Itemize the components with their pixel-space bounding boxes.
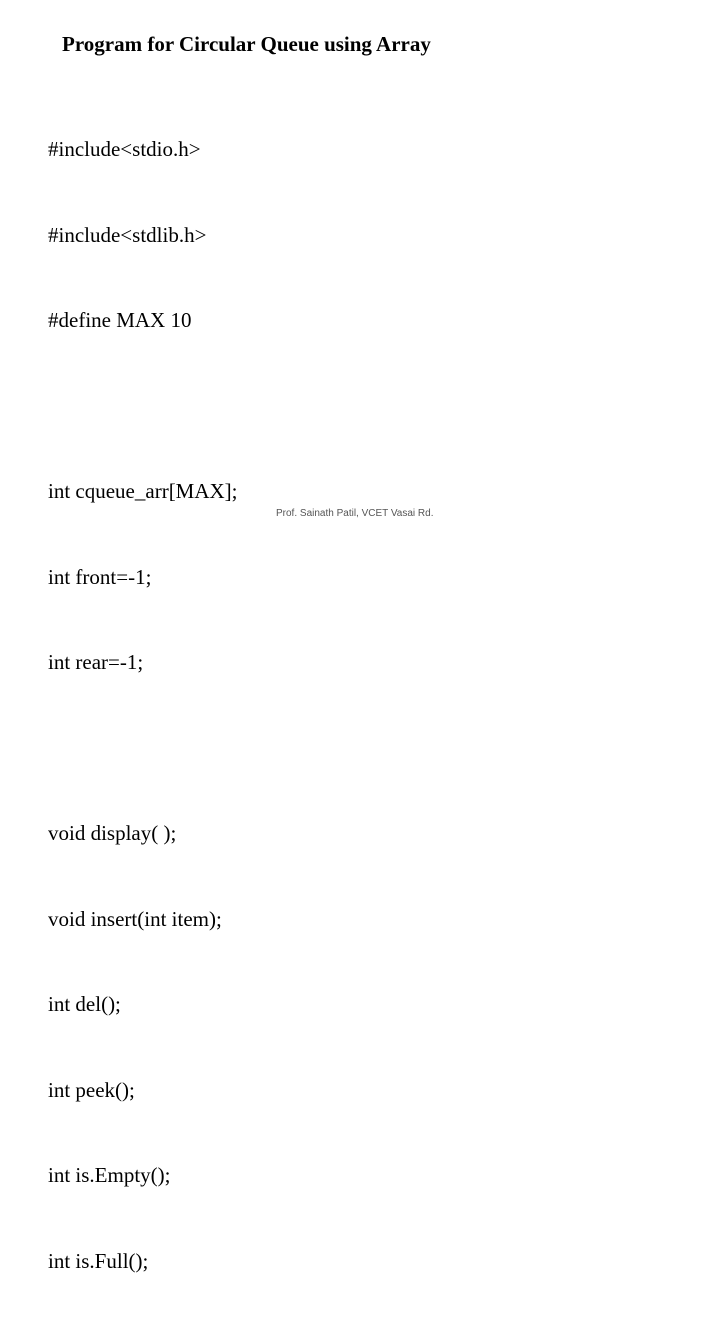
code-line-include-stdlib: #include<stdlib.h> [48,222,207,247]
slide-title: Program for Circular Queue using Array [62,32,431,56]
code-line-display: void display( ); [48,821,177,845]
code-line-define-max: #define MAX 10 [48,308,192,332]
code-spacer [48,392,238,421]
code-line-peek: int peek(); [48,1077,135,1102]
code-line-del: int del(); [48,992,121,1016]
code-line-is-empty: int is.Empty(); [48,1163,171,1187]
code-spacer [48,734,238,763]
code-line-insert: void insert(int item); [48,906,222,931]
slide-footer: Prof. Sainath Patil, VCET Vasai Rd. [276,508,434,519]
code-line-front: int front=-1; [48,564,152,589]
code-line-rear: int rear=-1; [48,650,144,674]
code-line-is-full: int is.Full(); [48,1248,149,1273]
code-block [48,78,238,1332]
code-line-cqueue-arr: int cqueue_arr[MAX]; [48,479,238,503]
code-line-include-stdio: #include<stdio.h> [48,137,201,161]
